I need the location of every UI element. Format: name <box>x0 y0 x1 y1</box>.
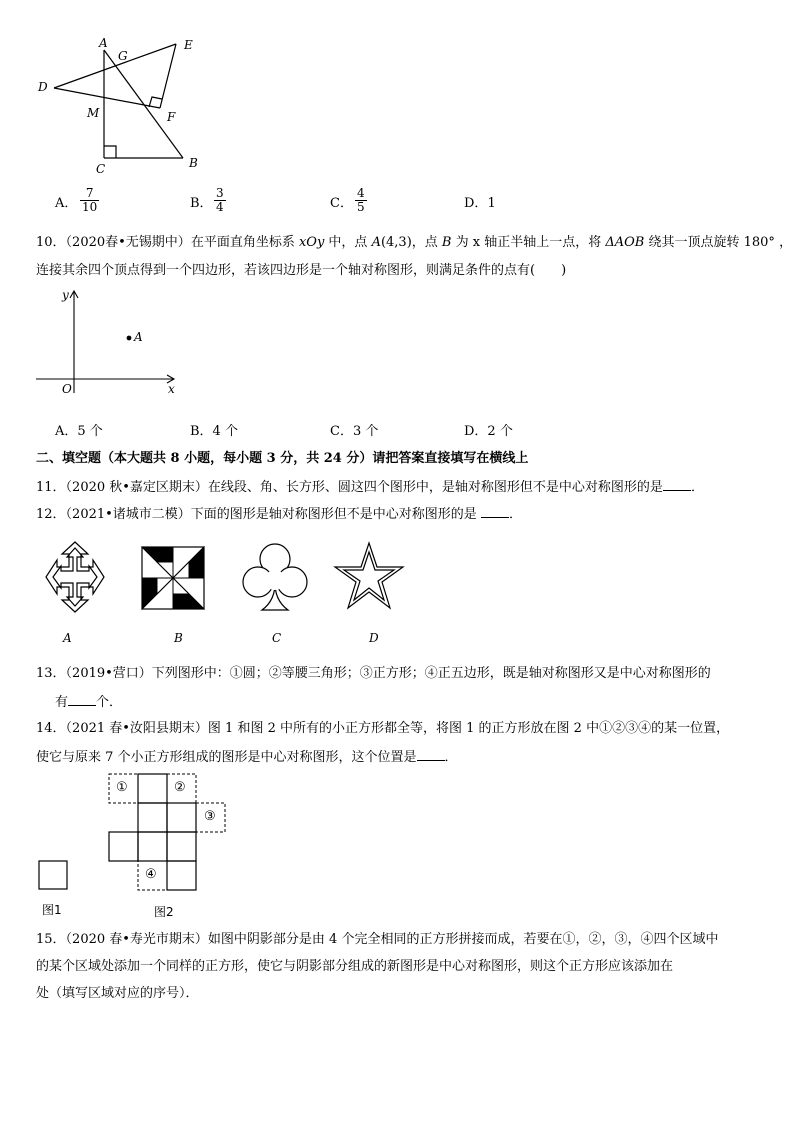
q14-caption-figure1: 图1 <box>42 903 62 917</box>
q15-line3: 处（填写区域对应的序号）． <box>36 986 199 1001</box>
q10-xoy: xOy <box>298 235 325 250</box>
q10-triangle: ΔAOB <box>605 235 645 250</box>
q9-option-d-letter: D． <box>464 196 488 211</box>
q12-figure-b-pinwheel <box>141 546 205 610</box>
q9-option-d <box>464 196 496 212</box>
q9-option-c-fraction <box>355 187 367 214</box>
denominator: 4 <box>216 200 224 214</box>
label-C: C <box>96 162 106 176</box>
q10-text: ，点 <box>411 235 442 250</box>
q11-answer-blank[interactable] <box>663 478 691 491</box>
q10-text: 中，点 <box>324 235 372 250</box>
q11-end: ． <box>690 480 704 495</box>
q14-line2 <box>36 748 458 766</box>
q11-line <box>36 478 704 496</box>
q10-coord: (4,3) <box>380 235 412 250</box>
q10-option-b: B．4 个 <box>190 424 238 439</box>
label-E: E <box>184 38 193 52</box>
segment-EF <box>160 44 176 108</box>
q12-figure-a-four-arrows <box>44 540 106 614</box>
q14-figure1-square <box>38 860 68 890</box>
q10-text: 在平面直角坐标系 <box>190 235 299 250</box>
q11-text: 11．（2020 秋•嘉定区期末）在线段、角、长方形、圆这四个图形中，是轴对称图形但不是中心对称图形的是 <box>36 480 663 495</box>
axis-label-y: y <box>62 288 69 302</box>
q10-source: （2020春•无锡期中） <box>65 235 191 250</box>
q12-caption-c: C <box>272 631 282 645</box>
q9-option-a-fraction <box>80 187 99 214</box>
q14-line1: 14．（2021 春•汝阳县期末）图 1 和图 2 中所有的小正方形都全等，将图 1 的正方形放在图 2 中①②③④的某一位置， <box>36 721 730 736</box>
q10-point-A: A <box>371 235 381 250</box>
q10-option-d: D．2 个 <box>464 424 513 439</box>
q9-option-b-letter: B． <box>190 196 213 211</box>
q10-option-a: A．5 个 <box>55 424 103 439</box>
q14-end: ． <box>444 750 458 765</box>
numerator: 4 <box>357 186 365 200</box>
q12-figure-d-star <box>333 541 405 611</box>
q9-option-b-fraction <box>214 187 226 214</box>
point-label-A: A <box>134 330 143 344</box>
q12-caption-b: B <box>174 631 183 645</box>
q14-text: 使它与原来 7 个小正方形组成的图形是中心对称图形，这个位置是 <box>36 750 417 765</box>
q9-option-c-letter: C． <box>330 196 353 211</box>
q10-text: 绕其一顶点旋转 180° ， <box>644 235 793 250</box>
right-angle-C <box>104 146 116 158</box>
point-A-dot <box>127 336 132 341</box>
section2-heading: 二、填空题（本大题共 8 小题，每小题 3 分，共 24 分）请把答案直接填写在横线上 <box>36 451 529 466</box>
numerator: 7 <box>80 187 99 201</box>
q14-position-2-label: ② <box>174 780 186 795</box>
label-F: F <box>167 110 176 124</box>
label-D: D <box>38 80 48 94</box>
q15-line1: 15．（2020 春•寿光市期末）如图中阴影部分是由 4 个完全相同的正方形拼接而成，若要在①，②，③，④四个区域中 <box>36 932 719 947</box>
q10-number: 10． <box>36 235 66 250</box>
axis-label-x: x <box>168 382 175 396</box>
q9-option-a-letter: A． <box>55 196 78 211</box>
numerator: 3 <box>216 186 224 200</box>
q13-answer-blank[interactable] <box>68 693 96 706</box>
q13-line2 <box>55 693 122 711</box>
q12-caption-d: D <box>369 631 379 645</box>
q13-line1: 13．（2019•营口）下列图形中：①圆；②等腰三角形；③正方形；④正五边形，既是轴对称图形又是中心对称图形的 <box>36 666 711 681</box>
q13-end: 个． <box>96 695 123 710</box>
q10-line2: 连接其余四个顶点得到一个四边形，若该四边形是一个轴对称图形，则满足条件的点有( ) <box>36 263 567 278</box>
q15-line2: 的某个区域处添加一个同样的正方形，使它与阴影部分组成的新图形是中心对称图形，则这个正方形应该添加在 <box>36 959 674 974</box>
q12-text: 12．（2021•诸城市二模）下面的图形是轴对称图形但不是中心对称图形的是 <box>36 507 481 522</box>
q14-position-4-label: ④ <box>145 867 157 882</box>
label-A: A <box>99 36 108 50</box>
label-M: M <box>87 106 100 120</box>
denominator: 10 <box>82 200 98 214</box>
q10-option-c: C．3 个 <box>330 424 379 439</box>
segment-DF <box>54 88 160 108</box>
q14-position-3-label: ③ <box>204 809 216 824</box>
q9-option-d-value: 1 <box>487 196 496 211</box>
label-G: G <box>118 49 128 63</box>
label-B: B <box>189 156 198 170</box>
q12-line <box>36 505 522 523</box>
q14-caption-figure2: 图2 <box>154 905 174 919</box>
q12-caption-a: A <box>63 631 72 645</box>
q14-answer-blank[interactable] <box>417 748 445 761</box>
q10-line1 <box>36 235 792 251</box>
q12-answer-blank[interactable] <box>481 505 509 518</box>
denominator: 5 <box>357 200 365 214</box>
q10-axes-figure <box>36 288 186 398</box>
q10-point-B: B <box>441 235 452 250</box>
q14-position-1-label: ① <box>116 780 128 795</box>
q12-figure-c-club <box>240 542 310 614</box>
segment-DE <box>54 44 176 88</box>
q10-text: 为 x 轴正半轴上一点，将 <box>451 235 606 250</box>
q12-end: ． <box>508 507 522 522</box>
axis-label-origin: O <box>62 382 72 396</box>
q13-text: 有 <box>55 695 69 710</box>
